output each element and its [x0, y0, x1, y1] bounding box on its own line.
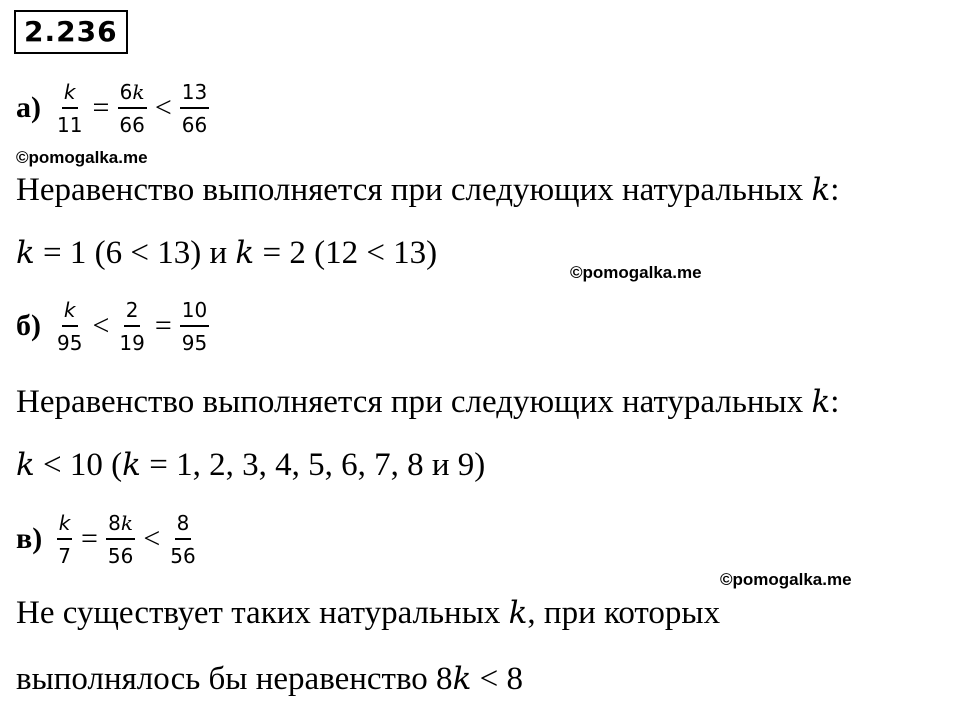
part-c-fraction-1	[56, 511, 73, 568]
operator: =	[92, 91, 110, 124]
fraction-denominator: 7	[58, 543, 71, 568]
fraction-denominator: 95	[181, 330, 208, 355]
part-a-fraction-3	[180, 80, 209, 137]
watermark: ©pomogalka.me	[720, 570, 852, 589]
watermark: ©pomogalka.me	[16, 148, 148, 167]
part-a-text-2: k = 1 (6 < 13) и k = 2 (12 < 13)	[16, 235, 438, 271]
problem-number: 2.236	[14, 10, 128, 54]
part-a-fraction-1	[55, 80, 84, 137]
fraction-denominator: 66	[181, 112, 208, 137]
part-b-label: б)	[16, 309, 41, 342]
part-b-fraction-3	[180, 298, 209, 355]
operator: <	[143, 522, 161, 555]
fraction-numerator: 8	[175, 511, 192, 540]
part-b-equation	[16, 290, 213, 362]
fraction-numerator: k	[57, 511, 73, 540]
operator: =	[154, 309, 172, 342]
fraction-denominator: 56	[170, 543, 196, 568]
fraction-denominator: 11	[57, 112, 83, 137]
fraction-numerator: 10	[180, 298, 209, 327]
part-b-text-1: Неравенство выполняется при следующих натуральных k:	[16, 384, 840, 420]
fraction-numerator: k	[62, 80, 78, 109]
fraction-numerator: 6k	[118, 80, 147, 109]
part-a-text-1: Неравенство выполняется при следующих натуральных k:	[16, 172, 840, 208]
part-a-equation	[16, 72, 213, 144]
part-b-fraction-2	[117, 298, 146, 355]
part-c-text-1: Не существует таких натуральных k, при которых	[16, 595, 721, 631]
fraction-denominator: 66	[119, 112, 145, 137]
fraction-numerator: k	[62, 298, 78, 327]
part-c-fraction-2	[106, 511, 135, 568]
fraction-denominator: 95	[57, 330, 83, 355]
part-b-text-2: k < 10 (k = 1, 2, 3, 4, 5, 6, 7, 8 и 9)	[16, 447, 486, 483]
part-c-text-2: выполнялось бы неравенство 8k < 8	[16, 661, 523, 697]
part-a-fraction-2	[117, 80, 146, 137]
watermark: ©pomogalka.me	[570, 263, 702, 282]
fraction-denominator: 56	[107, 543, 134, 568]
operator: <	[154, 91, 172, 124]
fraction-numerator: 13	[180, 80, 209, 109]
fraction-denominator: 19	[119, 330, 145, 355]
operator: <	[92, 309, 110, 342]
part-c-equation	[16, 503, 202, 575]
fraction-numerator: 8k	[106, 511, 135, 540]
fraction-numerator: 2	[124, 298, 141, 327]
part-a-label: а)	[16, 91, 41, 124]
part-c-fraction-3	[168, 511, 197, 568]
part-c-label: в)	[16, 522, 43, 555]
operator: =	[80, 522, 98, 555]
part-b-fraction-1	[55, 298, 84, 355]
